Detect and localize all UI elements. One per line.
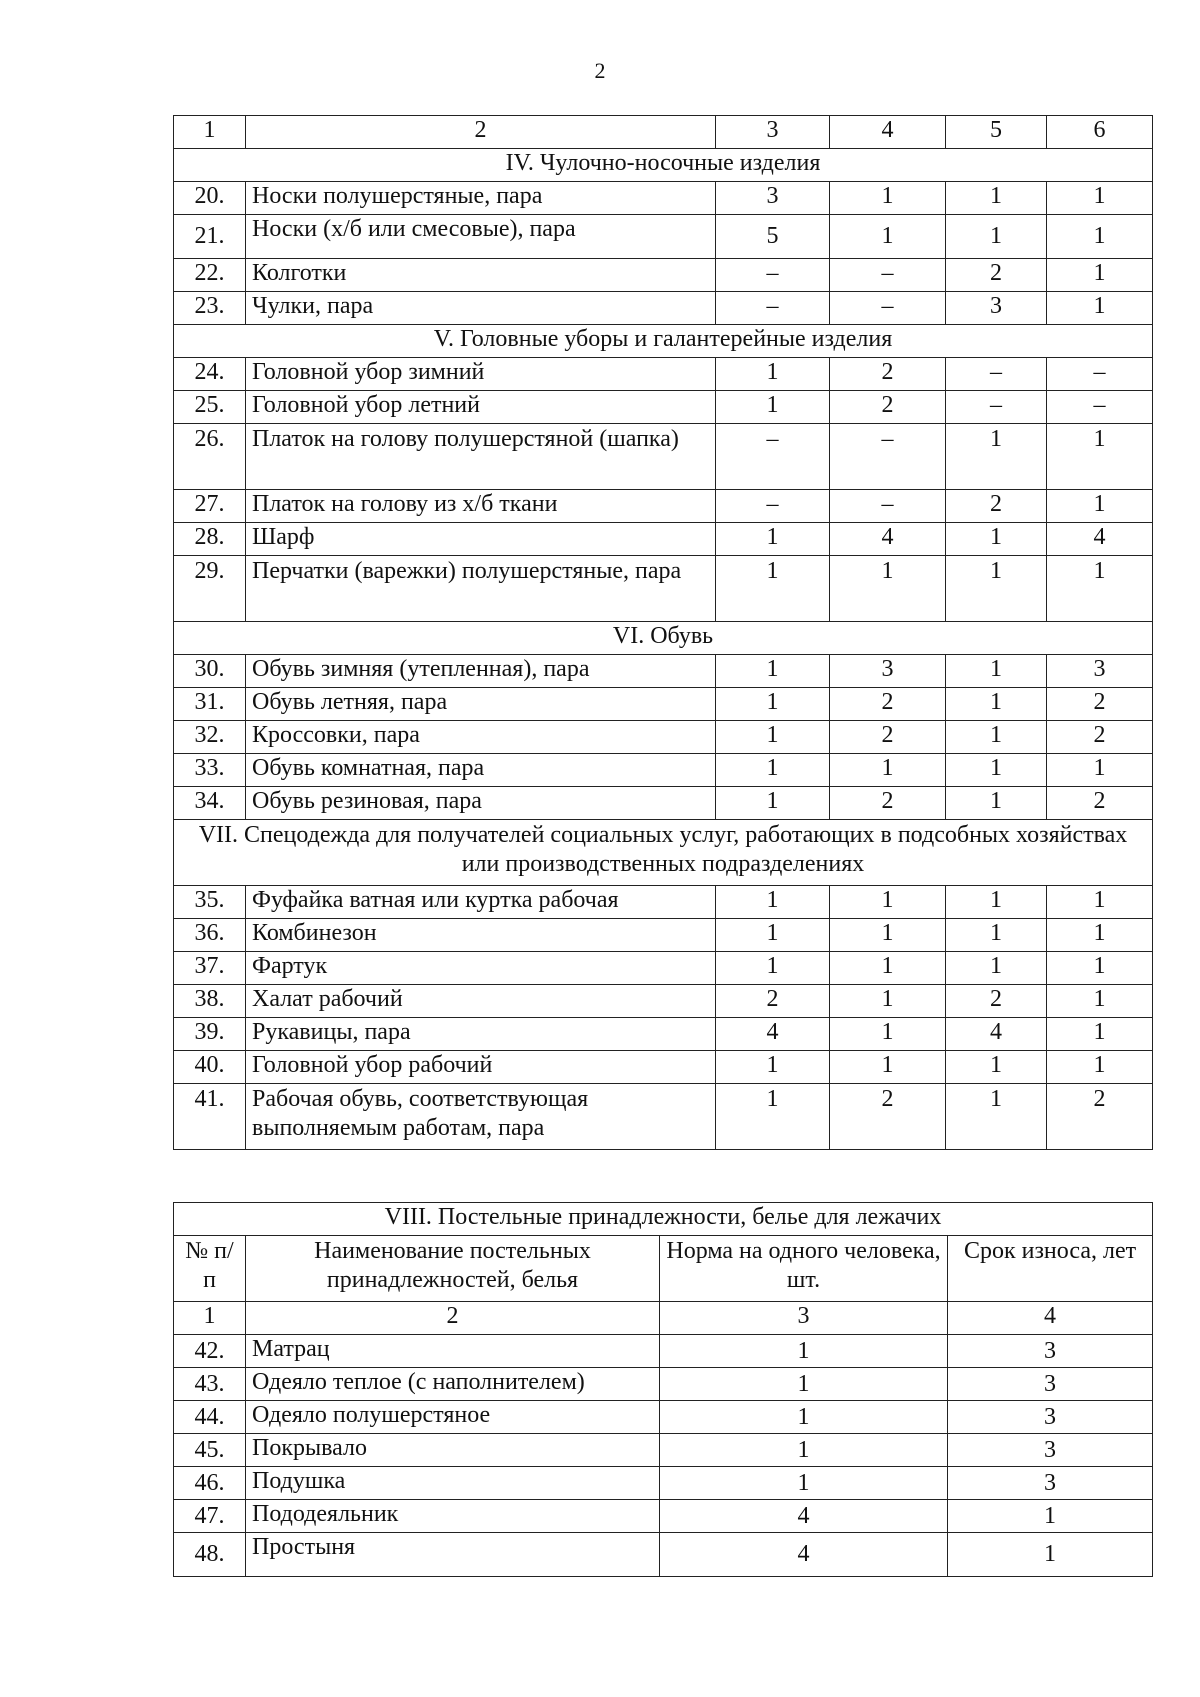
section-title: VII. Спецодежда для получателей социальных услуг, работающих в подсобных хозяйствах или производственных подразделениях <box>174 820 1153 886</box>
term-cell: 3 <box>948 1467 1153 1500</box>
column-number: 6 <box>1047 116 1153 149</box>
value-cell: – <box>830 259 946 292</box>
item-name: Кроссовки, пара <box>246 721 716 754</box>
item-name: Головной убор зимний <box>246 358 716 391</box>
item-name: Носки полушерстяные, пара <box>246 182 716 215</box>
row-number: 27. <box>174 490 246 523</box>
value-cell: – <box>716 259 830 292</box>
row-number: 45. <box>174 1434 246 1467</box>
value-cell: 1 <box>716 358 830 391</box>
row-number: 40. <box>174 1051 246 1084</box>
table-row <box>174 688 1153 721</box>
value-cell: 1 <box>946 721 1047 754</box>
column-header: Срок износа, лет <box>948 1236 1153 1302</box>
row-number: 22. <box>174 259 246 292</box>
value-cell: 1 <box>946 688 1047 721</box>
value-cell: 1 <box>946 215 1047 259</box>
item-name: Колготки <box>246 259 716 292</box>
item-name: Одеяло теплое (с наполнителем) <box>246 1368 660 1401</box>
section-heading-row <box>174 149 1153 182</box>
value-cell: – <box>716 490 830 523</box>
value-cell: 1 <box>946 523 1047 556</box>
value-cell: 2 <box>946 259 1047 292</box>
row-number: 26. <box>174 424 246 490</box>
table-row <box>174 952 1153 985</box>
table-row <box>174 215 1153 259</box>
section-title: V. Головные уборы и галантерейные изделия <box>174 325 1153 358</box>
value-cell: 1 <box>1047 215 1153 259</box>
value-cell: 2 <box>830 358 946 391</box>
row-number: 31. <box>174 688 246 721</box>
item-name: Обувь резиновая, пара <box>246 787 716 820</box>
value-cell: 2 <box>1047 1084 1153 1150</box>
value-cell: 1 <box>1047 292 1153 325</box>
item-name: Одеяло полушерстяное <box>246 1401 660 1434</box>
norm-cell: 1 <box>660 1401 948 1434</box>
value-cell: 4 <box>1047 523 1153 556</box>
norm-cell: 4 <box>660 1533 948 1577</box>
bedding-table <box>173 1202 1153 1577</box>
value-cell: 1 <box>716 919 830 952</box>
value-cell: 1 <box>946 886 1047 919</box>
item-name: Носки (х/б или смесовые), пара <box>246 215 716 259</box>
row-number: 48. <box>174 1533 246 1577</box>
value-cell: 1 <box>946 1084 1047 1150</box>
value-cell: – <box>1047 391 1153 424</box>
value-cell: 1 <box>946 952 1047 985</box>
item-name: Фартук <box>246 952 716 985</box>
column-number: 3 <box>716 116 830 149</box>
column-header: Норма на одного человека, шт. <box>660 1236 948 1302</box>
table-row <box>174 1051 1153 1084</box>
row-number: 28. <box>174 523 246 556</box>
value-cell: 1 <box>830 952 946 985</box>
value-cell: 1 <box>716 721 830 754</box>
value-cell: 4 <box>830 523 946 556</box>
item-name: Пододеяльник <box>246 1500 660 1533</box>
item-name: Головной убор летний <box>246 391 716 424</box>
value-cell: – <box>946 391 1047 424</box>
item-name: Покрывало <box>246 1434 660 1467</box>
row-number: 23. <box>174 292 246 325</box>
table-row <box>174 1500 1153 1533</box>
term-cell: 3 <box>948 1335 1153 1368</box>
value-cell: 2 <box>830 787 946 820</box>
item-name: Перчатки (варежки) полушерстяные, пара <box>246 556 716 622</box>
item-name: Головной убор рабочий <box>246 1051 716 1084</box>
value-cell: 1 <box>716 688 830 721</box>
column-number-row <box>174 1302 1153 1335</box>
value-cell: 1 <box>716 886 830 919</box>
table-row <box>174 655 1153 688</box>
row-number: 38. <box>174 985 246 1018</box>
row-number: 37. <box>174 952 246 985</box>
column-number: 4 <box>830 116 946 149</box>
value-cell: – <box>946 358 1047 391</box>
row-number: 41. <box>174 1084 246 1150</box>
table-row <box>174 1335 1153 1368</box>
term-cell: 1 <box>948 1500 1153 1533</box>
table-row <box>174 1467 1153 1500</box>
value-cell: 2 <box>830 391 946 424</box>
value-cell: 1 <box>830 1051 946 1084</box>
value-cell: 2 <box>1047 721 1153 754</box>
row-number: 21. <box>174 215 246 259</box>
value-cell: – <box>830 292 946 325</box>
value-cell: 2 <box>1047 787 1153 820</box>
table-row <box>174 985 1153 1018</box>
row-number: 25. <box>174 391 246 424</box>
value-cell: 1 <box>1047 952 1153 985</box>
column-number: 1 <box>174 116 246 149</box>
value-cell: 1 <box>830 1018 946 1051</box>
value-cell: 1 <box>716 952 830 985</box>
row-number: 35. <box>174 886 246 919</box>
value-cell: 1 <box>946 919 1047 952</box>
column-number: 3 <box>660 1302 948 1335</box>
value-cell: 1 <box>716 1084 830 1150</box>
table-row <box>174 754 1153 787</box>
value-cell: – <box>716 292 830 325</box>
value-cell: 1 <box>830 886 946 919</box>
item-name: Рукавицы, пара <box>246 1018 716 1051</box>
item-name: Комбинезон <box>246 919 716 952</box>
value-cell: 1 <box>716 787 830 820</box>
value-cell: 1 <box>1047 1018 1153 1051</box>
row-number: 47. <box>174 1500 246 1533</box>
table-row <box>174 1368 1153 1401</box>
value-cell: 1 <box>946 1051 1047 1084</box>
value-cell: – <box>830 490 946 523</box>
value-cell: 1 <box>1047 919 1153 952</box>
value-cell: 1 <box>830 556 946 622</box>
value-cell: 2 <box>830 688 946 721</box>
value-cell: 1 <box>830 754 946 787</box>
term-cell: 3 <box>948 1368 1153 1401</box>
value-cell: 1 <box>946 754 1047 787</box>
value-cell: 1 <box>1047 886 1153 919</box>
item-name: Простыня <box>246 1533 660 1577</box>
value-cell: 1 <box>716 391 830 424</box>
value-cell: 1 <box>1047 490 1153 523</box>
table-row <box>174 919 1153 952</box>
value-cell: 3 <box>1047 655 1153 688</box>
norm-cell: 1 <box>660 1434 948 1467</box>
item-name: Платок на голову полушерстяной (шапка) <box>246 424 716 490</box>
header-row <box>174 1236 1153 1302</box>
item-name: Рабочая обувь, соответствующая выполняемым работам, пара <box>246 1084 716 1150</box>
term-cell: 1 <box>948 1533 1153 1577</box>
column-number: 4 <box>948 1302 1153 1335</box>
item-name: Матрац <box>246 1335 660 1368</box>
column-number: 2 <box>246 1302 660 1335</box>
value-cell: 4 <box>946 1018 1047 1051</box>
value-cell: 1 <box>716 523 830 556</box>
table-row <box>174 391 1153 424</box>
row-number: 20. <box>174 182 246 215</box>
table-row <box>174 182 1153 215</box>
value-cell: 3 <box>830 655 946 688</box>
value-cell: 1 <box>1047 259 1153 292</box>
value-cell: 2 <box>716 985 830 1018</box>
item-name: Шарф <box>246 523 716 556</box>
row-number: 33. <box>174 754 246 787</box>
section-heading-row <box>174 325 1153 358</box>
value-cell: 3 <box>716 182 830 215</box>
table-row <box>174 1401 1153 1434</box>
value-cell: 1 <box>946 787 1047 820</box>
value-cell: 1 <box>946 182 1047 215</box>
row-number: 24. <box>174 358 246 391</box>
table-row <box>174 292 1153 325</box>
value-cell: 2 <box>830 1084 946 1150</box>
term-cell: 3 <box>948 1401 1153 1434</box>
norm-cell: 1 <box>660 1467 948 1500</box>
section-title: VIII. Постельные принадлежности, белье для лежачих <box>174 1203 1153 1236</box>
item-name: Обувь летняя, пара <box>246 688 716 721</box>
column-number: 1 <box>174 1302 246 1335</box>
section-heading-row <box>174 1203 1153 1236</box>
section-heading-row <box>174 820 1153 886</box>
column-number: 5 <box>946 116 1047 149</box>
norm-cell: 4 <box>660 1500 948 1533</box>
value-cell: – <box>716 424 830 490</box>
row-number: 39. <box>174 1018 246 1051</box>
row-number: 32. <box>174 721 246 754</box>
value-cell: 1 <box>946 655 1047 688</box>
item-name: Платок на голову из х/б ткани <box>246 490 716 523</box>
column-header: Наименование постельных принадлежностей, белья <box>246 1236 660 1302</box>
item-name: Обувь комнатная, пара <box>246 754 716 787</box>
page-number: 2 <box>594 58 606 83</box>
value-cell: 1 <box>716 556 830 622</box>
value-cell: 1 <box>1047 985 1153 1018</box>
section-title: VI. Обувь <box>174 622 1153 655</box>
table-row <box>174 1533 1153 1577</box>
term-cell: 3 <box>948 1434 1153 1467</box>
column-number: 2 <box>246 116 716 149</box>
value-cell: 1 <box>1047 556 1153 622</box>
row-number: 30. <box>174 655 246 688</box>
value-cell: 1 <box>830 215 946 259</box>
item-name: Фуфайка ватная или куртка рабочая <box>246 886 716 919</box>
value-cell: 1 <box>716 655 830 688</box>
value-cell: 1 <box>946 424 1047 490</box>
table-row <box>174 259 1153 292</box>
value-cell: 2 <box>946 490 1047 523</box>
value-cell: 1 <box>1047 182 1153 215</box>
table-row <box>174 490 1153 523</box>
norm-cell: 1 <box>660 1368 948 1401</box>
norm-cell: 1 <box>660 1335 948 1368</box>
value-cell: 1 <box>830 182 946 215</box>
row-number: 44. <box>174 1401 246 1434</box>
item-name: Обувь зимняя (утепленная), пара <box>246 655 716 688</box>
value-cell: 1 <box>946 556 1047 622</box>
table-row <box>174 424 1153 490</box>
table-row <box>174 1018 1153 1051</box>
section-title: IV. Чулочно-носочные изделия <box>174 149 1153 182</box>
value-cell: 2 <box>946 985 1047 1018</box>
table-row <box>174 1084 1153 1150</box>
value-cell: 1 <box>716 1051 830 1084</box>
row-number: 29. <box>174 556 246 622</box>
item-name: Чулки, пара <box>246 292 716 325</box>
value-cell: 1 <box>1047 754 1153 787</box>
row-number: 43. <box>174 1368 246 1401</box>
value-cell: 1 <box>716 754 830 787</box>
row-number: 42. <box>174 1335 246 1368</box>
norms-table <box>173 115 1153 1150</box>
table-row <box>174 358 1153 391</box>
row-number: 34. <box>174 787 246 820</box>
value-cell: 1 <box>830 919 946 952</box>
table-row <box>174 523 1153 556</box>
table-row <box>174 721 1153 754</box>
item-name: Подушка <box>246 1467 660 1500</box>
item-name: Халат рабочий <box>246 985 716 1018</box>
table-row <box>174 787 1153 820</box>
value-cell: 5 <box>716 215 830 259</box>
value-cell: 2 <box>1047 688 1153 721</box>
row-number: 36. <box>174 919 246 952</box>
value-cell: – <box>1047 358 1153 391</box>
value-cell: – <box>830 424 946 490</box>
table-row <box>174 1434 1153 1467</box>
value-cell: 1 <box>830 985 946 1018</box>
column-header: № п/п <box>174 1236 246 1302</box>
value-cell: 3 <box>946 292 1047 325</box>
table-row <box>174 886 1153 919</box>
value-cell: 1 <box>1047 424 1153 490</box>
value-cell: 1 <box>1047 1051 1153 1084</box>
table-row <box>174 556 1153 622</box>
value-cell: 2 <box>830 721 946 754</box>
row-number: 46. <box>174 1467 246 1500</box>
section-heading-row <box>174 622 1153 655</box>
value-cell: 4 <box>716 1018 830 1051</box>
header-row <box>174 116 1153 149</box>
